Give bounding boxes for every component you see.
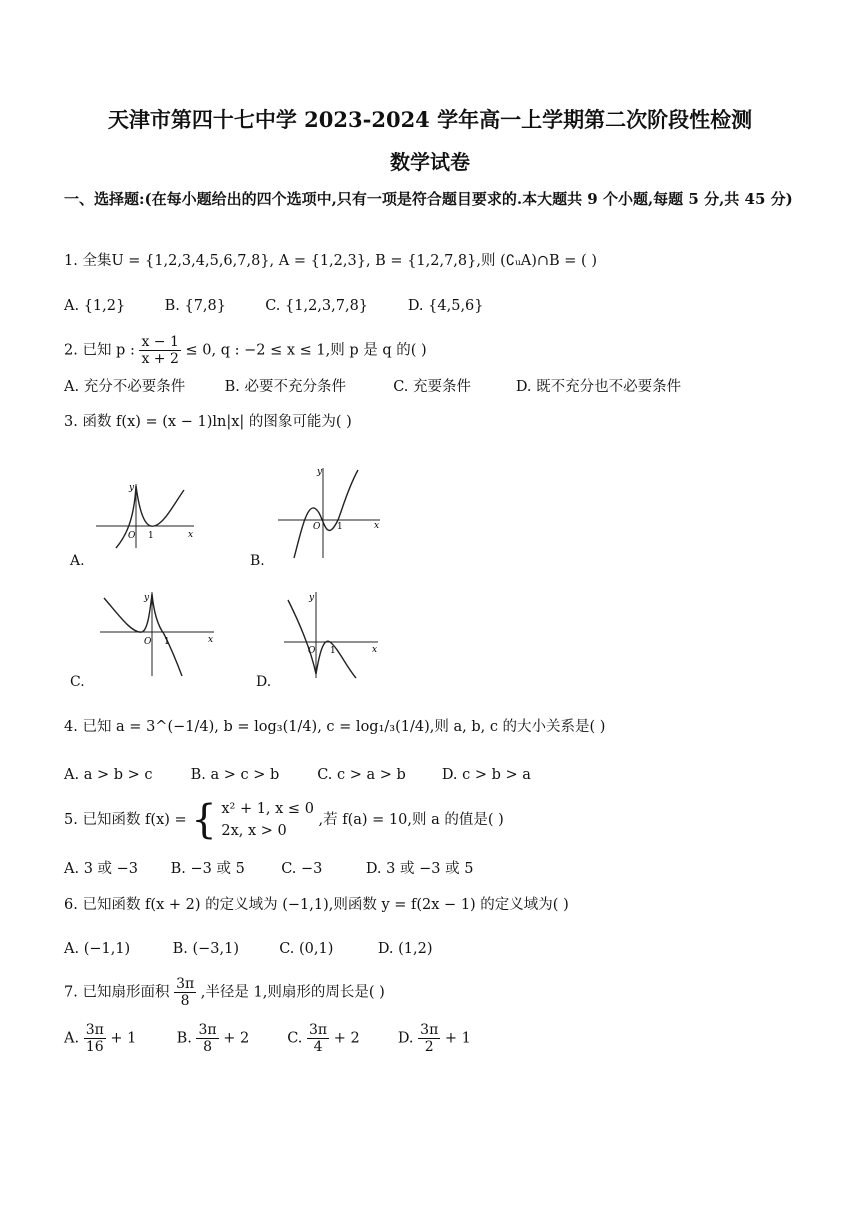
q7-b-frac bbox=[196, 1022, 218, 1055]
question-4-options bbox=[64, 764, 531, 786]
q2-frac-num: x − 1 bbox=[141, 334, 179, 350]
q5-option-c: C. −3 bbox=[281, 861, 323, 877]
q2-option-c: C. 充要条件 bbox=[393, 379, 472, 395]
question-3-stem: 3. 函数 f(x) = (x − 1)ln|x| 的图象可能为( ) bbox=[64, 414, 352, 430]
page-subtitle: 数学试卷 bbox=[390, 150, 470, 174]
q7-option-c bbox=[287, 1022, 393, 1055]
q6-option-b: B. (−3,1) bbox=[172, 941, 240, 957]
graph-b-y: y bbox=[317, 467, 323, 477]
question-6-options bbox=[64, 938, 433, 960]
q7-b-num: 3π bbox=[198, 1022, 217, 1038]
question-1-stem: 1. 全集U = {1,2,3,4,5,6,7,8}, A = {1,2,3}, B = {1,2,7,8},则 (∁ᵤA)∩B = ( ) bbox=[64, 253, 597, 269]
q7-a-num: 3π bbox=[85, 1022, 104, 1038]
q2-frac-den: x + 2 bbox=[141, 351, 179, 367]
q7-c-den: 4 bbox=[313, 1039, 323, 1055]
question-1-options bbox=[64, 295, 484, 317]
q7-d-num: 3π bbox=[420, 1022, 439, 1038]
q5-option-d: D. 3 或 −3 或 5 bbox=[365, 861, 474, 877]
q7-d-den: 2 bbox=[424, 1039, 434, 1055]
graph-b-label: B. bbox=[250, 553, 265, 569]
q7-b-label: B. bbox=[176, 1030, 192, 1047]
q1-option-d: D. {4,5,6} bbox=[407, 298, 484, 314]
graph-c-label: C. bbox=[70, 674, 85, 690]
q6-option-d: D. (1,2) bbox=[377, 941, 433, 957]
question-2-stem bbox=[64, 334, 427, 367]
question-7-options bbox=[64, 1022, 471, 1055]
question-2-options bbox=[64, 376, 681, 398]
q7-d-label: D. bbox=[397, 1030, 414, 1047]
q1-option-a: A. {1,2} bbox=[64, 298, 126, 314]
question-5-options bbox=[64, 858, 473, 880]
graph-a bbox=[94, 480, 198, 550]
q7-a-frac bbox=[84, 1022, 106, 1055]
q5-cases bbox=[221, 798, 314, 842]
q7-stem-b: ,半径是 1,则扇形的周长是( ) bbox=[200, 984, 385, 1001]
graph-a-one: 1 bbox=[148, 531, 154, 541]
q4-option-d: D. c > b > a bbox=[441, 767, 531, 783]
q7-c-label: C. bbox=[287, 1030, 303, 1047]
q7-option-d bbox=[398, 1022, 471, 1055]
q7-option-a bbox=[64, 1022, 172, 1055]
q2-option-a: A. 充分不必要条件 bbox=[64, 379, 186, 395]
q5-stem-b: ,若 f(a) = 10,则 a 的值是( ) bbox=[318, 812, 504, 828]
q7-a-den: 16 bbox=[85, 1039, 104, 1055]
question-6-stem: 6. 已知函数 f(x + 2) 的定义域为 (−1,1),则函数 y = f(2x − 1) 的定义域为( ) bbox=[64, 897, 569, 913]
q7-a-label: A. bbox=[64, 1030, 80, 1047]
q5-case-1: x² + 1, x ≤ 0 bbox=[221, 801, 314, 817]
graph-a-label: A. bbox=[70, 553, 85, 569]
graph-a-origin: O bbox=[128, 531, 136, 541]
q4-option-c: C. c > a > b bbox=[317, 767, 406, 783]
graph-c bbox=[98, 590, 218, 678]
graph-d bbox=[282, 590, 384, 680]
q4-option-b: B. a > c > b bbox=[190, 767, 280, 783]
q1-option-b: B. {7,8} bbox=[164, 298, 226, 314]
q2-option-b: B. 必要不充分条件 bbox=[224, 379, 346, 395]
q7-option-b bbox=[177, 1022, 283, 1055]
q6-option-c: C. (0,1) bbox=[279, 941, 334, 957]
graph-d-x: x bbox=[372, 645, 378, 655]
q7-frac-num: 3π bbox=[176, 976, 195, 992]
q7-c-frac bbox=[307, 1022, 329, 1055]
q7-d-tail: + 1 bbox=[444, 1030, 471, 1047]
q2-option-d: D. 既不充分也不必要条件 bbox=[515, 379, 682, 395]
graph-d-origin: O bbox=[308, 646, 316, 656]
q5-stem-a: 5. 已知函数 f(x) = bbox=[64, 812, 187, 828]
q4-option-a: A. a > b > c bbox=[64, 767, 153, 783]
q2-stem-a: 2. 已知 p : bbox=[64, 342, 135, 359]
graph-d-y: y bbox=[309, 593, 315, 603]
graph-b-x: x bbox=[374, 521, 380, 531]
q7-d-frac bbox=[418, 1022, 440, 1055]
q7-b-tail: + 2 bbox=[223, 1030, 250, 1047]
q5-brace: { bbox=[191, 797, 217, 843]
q7-stem-a: 7. 已知扇形面积 bbox=[64, 984, 170, 1001]
q2-fraction bbox=[139, 334, 180, 367]
graph-a-y: y bbox=[129, 483, 135, 493]
question-7-stem bbox=[64, 976, 385, 1009]
q5-option-b: B. −3 或 5 bbox=[170, 861, 245, 877]
page-title: 天津市第四十七中学 2023-2024 学年高一上学期第二次阶段性检测 bbox=[107, 107, 753, 132]
graph-c-y: y bbox=[144, 593, 150, 603]
q7-fraction bbox=[174, 976, 196, 1009]
graph-b-one: 1 bbox=[337, 522, 343, 532]
q7-b-den: 8 bbox=[203, 1039, 212, 1055]
q2-stem-b: ≤ 0, q : −2 ≤ x ≤ 1,则 p 是 q 的( ) bbox=[185, 342, 427, 359]
q7-c-tail: + 2 bbox=[333, 1030, 360, 1047]
section-heading: 一、选择题:(在每小题给出的四个选项中,只有一项是符合题目要求的.本大题共 9 个小题,每题 5 分,共 45 分) bbox=[64, 190, 793, 208]
question-4-stem: 4. 已知 a = 3^(−1/4), b = log₃(1/4), c = log₁/₃(1/4),则 a, b, c 的大小关系是( ) bbox=[64, 719, 606, 735]
question-5-stem bbox=[64, 798, 504, 842]
graph-c-one: 1 bbox=[164, 637, 170, 647]
graph-b-origin: O bbox=[313, 522, 321, 532]
q6-option-a: A. (−1,1) bbox=[64, 941, 131, 957]
q1-option-c: C. {1,2,3,7,8} bbox=[265, 298, 369, 314]
q7-frac-den: 8 bbox=[180, 993, 190, 1009]
graph-a-x: x bbox=[188, 530, 194, 540]
graph-d-one: 1 bbox=[330, 646, 336, 656]
q5-case-2: 2x, x > 0 bbox=[221, 823, 287, 839]
q7-a-tail: + 1 bbox=[110, 1030, 137, 1047]
q5-option-a: A. 3 或 −3 bbox=[64, 861, 139, 877]
graph-d-label: D. bbox=[256, 674, 272, 690]
graph-c-x: x bbox=[208, 635, 214, 645]
graph-b bbox=[276, 466, 384, 560]
graph-c-origin: O bbox=[144, 637, 152, 647]
q7-c-num: 3π bbox=[309, 1022, 328, 1038]
